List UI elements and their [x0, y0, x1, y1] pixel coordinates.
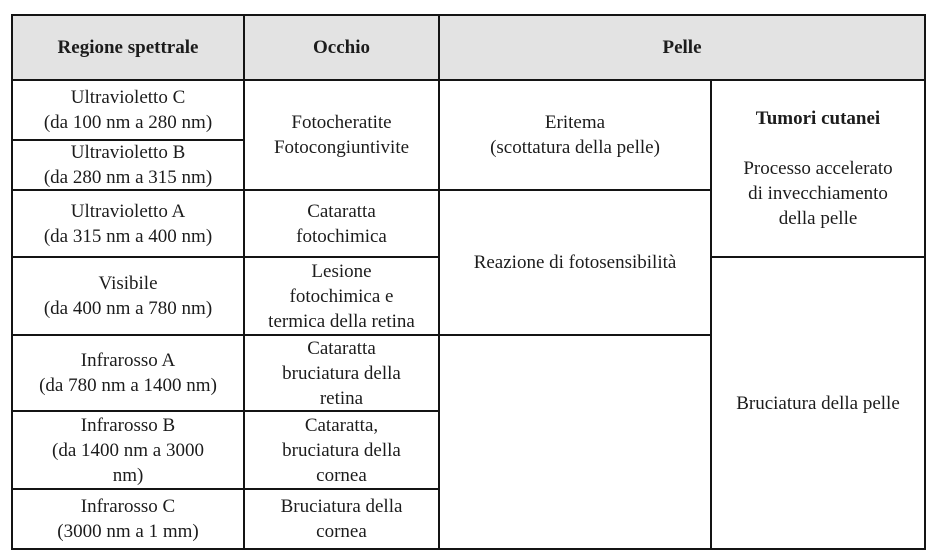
header-skin-label: Pelle: [662, 37, 702, 58]
region-cell-uva: [13, 191, 243, 256]
skin-effect-line: Reazione di fotosensibilità: [473, 252, 677, 273]
skin-effect-line: della pelle: [778, 208, 858, 229]
skin-cell-empty: [440, 336, 710, 548]
skin-effect-line: Processo accelerato: [743, 158, 893, 179]
skin-cell-eritema: [440, 81, 710, 189]
eye-effect-line: fotochimica e: [289, 285, 394, 307]
region-cell-irc: [13, 490, 243, 548]
eye-effect-line: fotochimica: [296, 225, 387, 247]
eye-effect-line: Fotocheratite: [291, 112, 392, 133]
region-range: (da 280 nm a 315 nm): [43, 167, 213, 188]
region-name: Infrarosso B: [80, 414, 176, 436]
region-name: Ultravioletto C: [70, 87, 186, 108]
eye-cell-irb: [245, 412, 438, 488]
header-eye: [245, 16, 438, 79]
eye-effect-line: Fotocongiuntivite: [273, 137, 410, 158]
region-range: (da 100 nm a 280 nm): [43, 112, 213, 133]
eye-effect-line: retina: [319, 387, 364, 409]
region-cell-visible: [13, 258, 243, 334]
eye-effect-line: Cataratta: [307, 200, 376, 222]
region-name: Infrarosso C: [80, 496, 176, 517]
eye-effect-line: cornea: [316, 464, 367, 486]
eye-effect-line: bruciatura della: [282, 439, 401, 461]
skin-cell-bruciatura: [712, 258, 924, 548]
header-region-label: Regione spettrale: [57, 37, 199, 58]
region-cell-uvc: [13, 81, 243, 139]
region-range: (da 315 nm a 400 nm): [43, 225, 213, 247]
region-range: (da 780 nm a 1400 nm): [39, 375, 217, 396]
eye-effect-line: Cataratta: [307, 337, 376, 359]
skin-cell-tumori: [712, 81, 924, 256]
eye-cell-irc: [245, 490, 438, 548]
eye-cell-visible: [245, 258, 438, 334]
skin-effect-line: (scottatura della pelle): [490, 137, 660, 158]
region-range-line1: (da 1400 nm a 3000: [52, 439, 204, 461]
region-cell-uvb: [13, 141, 243, 189]
region-range: (da 400 nm a 780 nm): [43, 298, 213, 319]
eye-effect-line: cornea: [316, 521, 367, 542]
region-name: Ultravioletto B: [70, 142, 186, 163]
skin-tumori-title: Tumori cutanei: [755, 108, 881, 129]
region-range-line2: nm): [112, 464, 144, 486]
eye-effect-line: Lesione: [311, 260, 372, 282]
skin-cell-fotosensibilita: [440, 191, 710, 334]
eye-cell-ira: [245, 336, 438, 410]
eye-effect-line: Bruciatura della: [280, 496, 403, 517]
eye-cell-uv-cb: [245, 81, 438, 189]
header-skin: [440, 16, 924, 79]
eye-effect-line: Cataratta,: [304, 414, 379, 436]
region-name: Infrarosso A: [80, 350, 176, 371]
header-eye-label: Occhio: [313, 37, 370, 58]
eye-effect-line: termica della retina: [268, 310, 415, 332]
eye-cell-uva: [245, 191, 438, 256]
eye-effect-line: bruciatura della: [282, 362, 401, 384]
header-region: [13, 16, 243, 79]
skin-effect-line: di invecchiamento: [748, 183, 888, 204]
region-cell-irb: [13, 412, 243, 488]
skin-effect-line: Eritema: [544, 112, 606, 133]
region-range: (3000 nm a 1 mm): [57, 521, 199, 542]
region-name: Visibile: [98, 273, 158, 294]
skin-effect-line: Bruciatura della pelle: [736, 392, 900, 414]
region-name: Ultravioletto A: [70, 200, 186, 222]
region-cell-ira: [13, 336, 243, 410]
